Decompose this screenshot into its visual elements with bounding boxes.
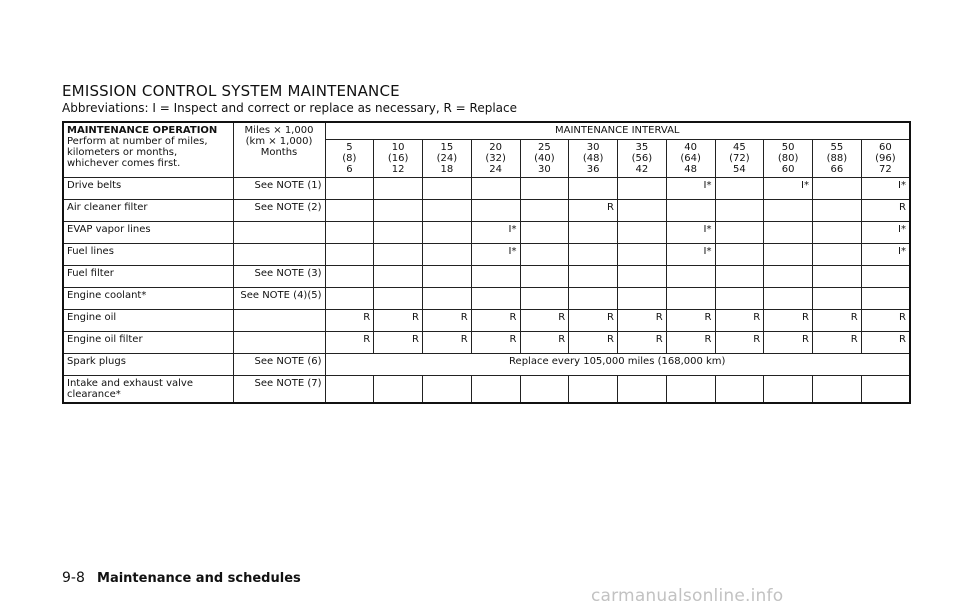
interval-cell [715,200,764,222]
interval-cell: I* [471,222,520,244]
miles-header-line: Miles × 1,000 [244,125,314,136]
interval-cell [520,222,569,244]
interval-cell: R [471,310,520,332]
interval-cell [813,222,862,244]
interval-col-40 [666,140,715,178]
interval-cell: I* [861,244,910,266]
operation-note: See NOTE (2) [233,200,325,222]
interval-cell: I* [666,244,715,266]
operation-name: Fuel lines [63,244,233,266]
table-row [63,376,910,404]
months-header-line: Months [260,147,298,158]
table-row [63,332,910,354]
interval-cell [764,376,813,404]
page-number: 9-8 [62,570,85,586]
operation-name: Drive belts [63,178,233,200]
operation-name: Engine oil [63,310,233,332]
interval-header: MAINTENANCE INTERVAL [325,122,910,140]
interval-miles: 5 [346,142,353,153]
interval-cell: R [666,310,715,332]
interval-cell: R [813,332,862,354]
watermark: carmanualsonline.info [591,586,784,606]
interval-months: 66 [830,164,844,175]
interval-cell [520,200,569,222]
interval-cell [423,376,472,404]
interval-km: (72) [729,153,750,164]
interval-cell [715,244,764,266]
interval-km: (16) [387,153,409,164]
operation-note: See NOTE (3) [233,266,325,288]
interval-miles: 25 [538,142,551,153]
interval-miles: 60 [879,142,892,153]
interval-cell [666,288,715,310]
abbreviations-note: Abbreviations: I = Inspect and correct or replace as necessary, R = Replace [62,101,517,115]
table-body [63,178,910,404]
interval-months: 24 [489,164,502,175]
interval-cell [374,178,423,200]
interval-cell: R [569,310,618,332]
interval-cell: I* [666,222,715,244]
interval-cell [325,222,374,244]
table-row [63,310,910,332]
interval-cell: I* [471,244,520,266]
miles-header [233,122,325,178]
page-footer [62,570,301,586]
interval-km: (32) [485,153,506,164]
interval-cell [813,244,862,266]
interval-cell [813,288,862,310]
interval-cell [666,266,715,288]
interval-cell [325,288,374,310]
interval-miles: 35 [635,142,649,153]
interval-km: (88) [826,153,848,164]
interval-cell [325,200,374,222]
section-title: Maintenance and schedules [97,571,301,586]
interval-cell: R [423,310,472,332]
interval-col-25 [520,140,569,178]
interval-cell: R [569,200,618,222]
interval-cell [764,288,813,310]
interval-miles: 55 [830,142,844,153]
interval-cell [813,376,862,404]
interval-cell: R [374,332,423,354]
interval-col-20 [471,140,520,178]
interval-months: 6 [346,164,353,175]
interval-cell [569,244,618,266]
interval-col-45 [715,140,764,178]
interval-cell: R [423,332,472,354]
interval-cell [764,266,813,288]
interval-months: 54 [733,164,746,175]
interval-cell [764,222,813,244]
interval-cell: R [764,310,813,332]
interval-miles: 10 [391,142,405,153]
operation-header-title: MAINTENANCE OPERATION [67,125,218,136]
interval-cell [471,200,520,222]
interval-months: 72 [879,164,892,175]
interval-cell [423,178,472,200]
interval-miles: 50 [781,142,795,153]
operation-note [233,310,325,332]
table-row [63,244,910,266]
operation-name: Intake and exhaust valve clearance* [63,376,233,404]
operation-name: EVAP vapor lines [63,222,233,244]
interval-miles: 30 [586,142,600,153]
interval-cell: R [861,310,910,332]
operation-note: See NOTE (4)(5) [233,288,325,310]
interval-cell [618,178,667,200]
interval-cell [471,266,520,288]
interval-cell [764,244,813,266]
operation-note: See NOTE (6) [233,354,325,376]
interval-cell [618,376,667,404]
interval-cell: R [666,332,715,354]
interval-months: 42 [635,164,649,175]
interval-km: (48) [582,153,604,164]
interval-col-10 [374,140,423,178]
interval-cell [569,266,618,288]
interval-km: (96) [875,153,896,164]
interval-cell [520,178,569,200]
interval-cell [374,288,423,310]
table-row [63,354,910,376]
interval-cell [325,244,374,266]
interval-cell [618,244,667,266]
interval-months: 30 [538,164,551,175]
interval-cell [374,244,423,266]
interval-cell [374,200,423,222]
interval-cell [423,288,472,310]
interval-cell: R [715,332,764,354]
operation-name: Spark plugs [63,354,233,376]
interval-cell [813,178,862,200]
interval-col-55 [813,140,862,178]
interval-cell: R [618,310,667,332]
interval-cell [520,244,569,266]
interval-km: (64) [680,153,701,164]
interval-cell [813,266,862,288]
interval-cell: R [861,332,910,354]
interval-cell [325,178,374,200]
interval-cell [861,266,910,288]
interval-cell [715,266,764,288]
interval-cell [325,266,374,288]
interval-months: 18 [440,164,454,175]
interval-km: (8) [342,153,357,164]
interval-cell [423,200,472,222]
interval-cell [374,376,423,404]
operation-note: See NOTE (1) [233,178,325,200]
operation-header [63,122,233,178]
interval-cell: R [813,310,862,332]
interval-cell [569,288,618,310]
interval-cell: R [520,332,569,354]
km-header-line: (km × 1,000) [245,136,313,147]
interval-km: (80) [777,153,799,164]
interval-cell: I* [666,178,715,200]
interval-cell [666,200,715,222]
interval-cell [618,266,667,288]
interval-span-cell: Replace every 105,000 miles (168,000 km) [325,354,910,376]
interval-col-5 [325,140,374,178]
interval-cell: R [569,332,618,354]
table-row [63,222,910,244]
interval-cell [471,376,520,404]
interval-cell: R [861,200,910,222]
interval-cell [520,266,569,288]
interval-miles: 15 [440,142,454,153]
interval-cell [471,288,520,310]
interval-cell [471,178,520,200]
interval-col-60 [861,140,910,178]
interval-cell: R [715,310,764,332]
operation-note: See NOTE (7) [233,376,325,404]
interval-cell [618,222,667,244]
operation-name: Engine coolant* [63,288,233,310]
table-row [63,200,910,222]
interval-cell [423,222,472,244]
interval-cell [520,376,569,404]
maintenance-table [62,121,911,404]
interval-months: 48 [684,164,697,175]
interval-cell: R [520,310,569,332]
interval-cell [423,266,472,288]
interval-cell: R [325,332,374,354]
interval-miles: 45 [733,142,746,153]
interval-cell [861,288,910,310]
interval-cell [325,376,374,404]
interval-cell [569,178,618,200]
interval-cell: I* [861,222,910,244]
operation-name: Fuel filter [63,266,233,288]
interval-cell [715,288,764,310]
interval-cell [569,222,618,244]
interval-cell: R [325,310,374,332]
interval-cell [861,376,910,404]
interval-km: (24) [436,153,458,164]
operation-note [233,332,325,354]
interval-km: (40) [534,153,555,164]
interval-col-30 [569,140,618,178]
interval-cell [618,200,667,222]
interval-cell: R [618,332,667,354]
interval-cell [715,178,764,200]
interval-cell: R [764,332,813,354]
interval-cell [813,200,862,222]
interval-cell [666,376,715,404]
interval-months: 60 [781,164,795,175]
operation-name: Engine oil filter [63,332,233,354]
interval-cell: I* [764,178,813,200]
interval-cell [374,222,423,244]
table-row [63,178,910,200]
interval-cell [618,288,667,310]
table-header-row [63,122,910,140]
operation-header-text: Perform at number of miles, kilometers or months, whichever comes first. [67,136,208,169]
interval-miles: 20 [489,142,502,153]
page-title: EMISSION CONTROL SYSTEM MAINTENANCE [62,82,400,100]
interval-months: 12 [391,164,405,175]
interval-miles: 40 [684,142,697,153]
interval-cell: R [471,332,520,354]
operation-note [233,222,325,244]
table-row [63,266,910,288]
interval-cell [423,244,472,266]
interval-cell [569,376,618,404]
interval-col-50 [764,140,813,178]
interval-cell: I* [861,178,910,200]
interval-cell [374,266,423,288]
interval-months: 36 [586,164,600,175]
interval-col-15 [423,140,472,178]
interval-cell [715,376,764,404]
operation-name: Air cleaner filter [63,200,233,222]
interval-cell [520,288,569,310]
table-row [63,288,910,310]
operation-note [233,244,325,266]
interval-cell [715,222,764,244]
interval-cell: R [374,310,423,332]
interval-cell [764,200,813,222]
interval-col-35 [618,140,667,178]
interval-km: (56) [631,153,653,164]
